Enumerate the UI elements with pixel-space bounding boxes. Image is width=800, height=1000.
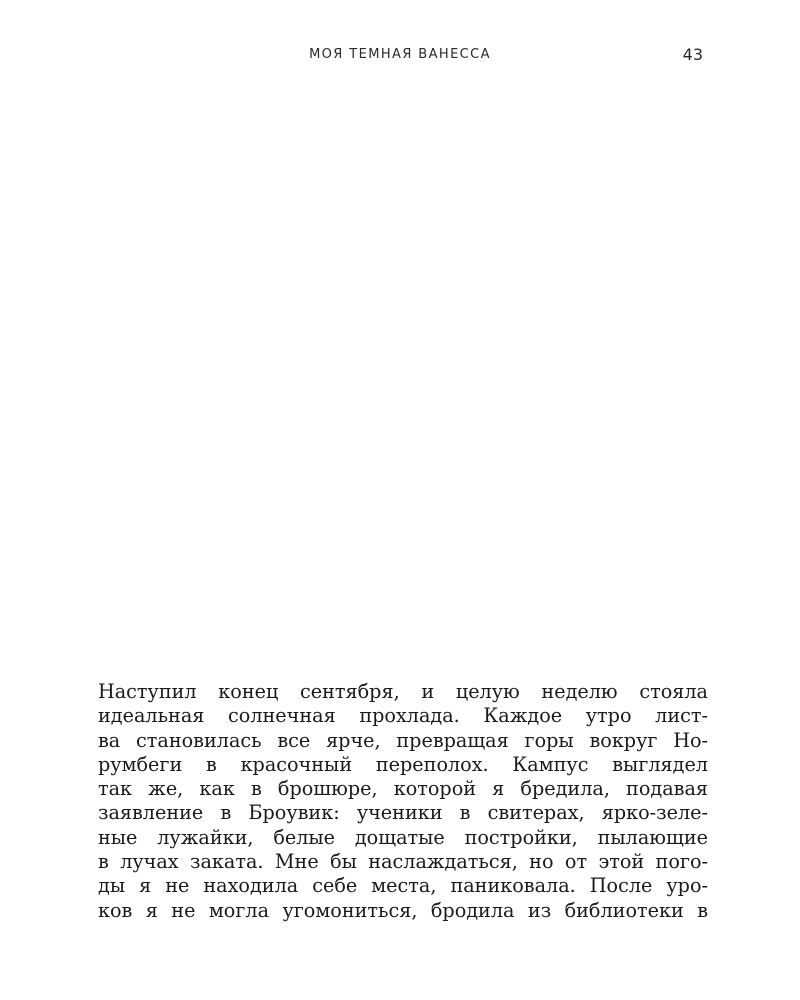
text-line: так же, как в брошюре, которой я бредила, подавая [98,777,708,801]
page-number: 43 [682,45,703,64]
running-title: МОЯ ТЕМНАЯ ВАНЕССА [309,47,491,62]
text-line: ные лужайки, белые дощатые постройки, пылающие [98,825,708,849]
text-line: в лучах заката. Мне бы наслаждаться, но от этой пого- [98,850,708,874]
text-line: заявление в Броувик: ученики в свитерах, ярко-зеле- [98,801,708,825]
text-line: идеальная солнечная прохлада. Каждое утро лист- [98,704,708,728]
text-line: ков я не могла угомониться, бродила из библиотеки в [98,898,708,922]
running-head [0,45,800,67]
text-line: ды я не находила себе места, паниковала. После уро- [98,874,708,898]
text-line: румбеги в красочный переполох. Кампус выглядел [98,752,708,776]
text-line: Наступил конец сентября, и целую неделю стояла [98,680,708,703]
body-paragraph [98,680,708,923]
text-line: ва становилась все ярче, превращая горы вокруг Но- [98,728,708,752]
